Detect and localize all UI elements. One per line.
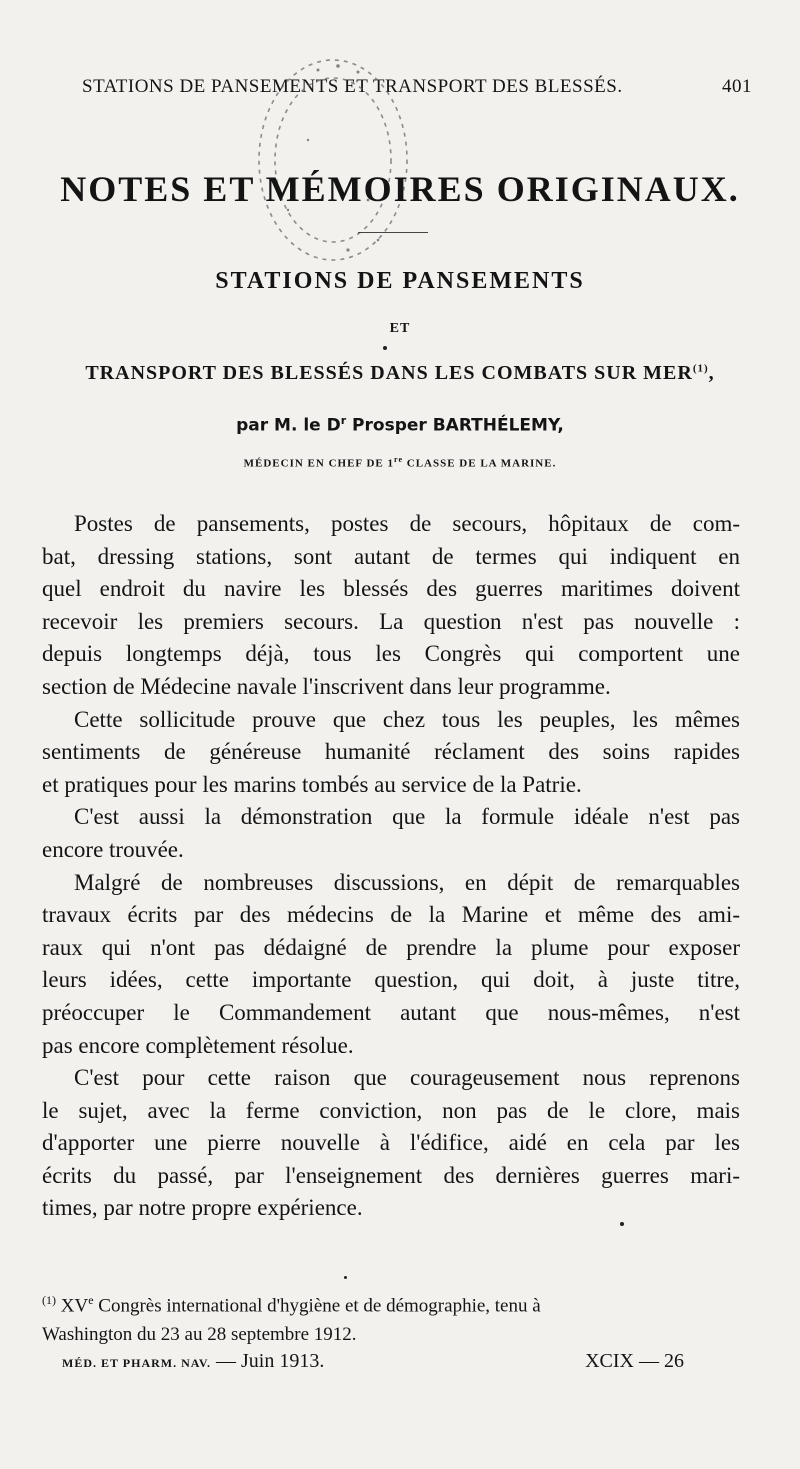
footnote-text: Congrès international d'hygiène et de démographie, tenu à	[93, 1295, 541, 1317]
article-title-line1: STATIONS DE PANSEMENTS	[215, 268, 585, 294]
title-rule	[358, 232, 428, 233]
body-line: sentiments de généreuse humanité réclament des soins rapides	[42, 739, 740, 765]
footnote	[42, 1286, 740, 1349]
body-line: section de Médecine navale l'inscrivent dans leur programme.	[42, 673, 611, 699]
body-line: Postes de pansements, postes de secours, hôpitaux de com-	[74, 511, 740, 536]
author-name: Prosper BARTHÉLEMY,	[346, 415, 564, 436]
footnote-ordinal: e	[88, 1293, 94, 1307]
affiliation	[0, 455, 800, 470]
body-line: encore trouvée.	[42, 836, 184, 862]
footnote-line2: Washington du 23 au 28 septembre 1912.	[42, 1324, 357, 1346]
body-line: Cette sollicitude prouve que chez tous les peuples, les mêmes	[74, 706, 740, 732]
byline-prefix: par M. le D	[236, 415, 341, 436]
body-line: raux qui n'ont pas dédaigné de prendre la plume pour exposer	[42, 934, 740, 960]
body-line: travaux écrits par des médecins de la Marine et même des ami-	[42, 902, 740, 928]
affiliation-superscript: re	[394, 455, 403, 464]
body-line: quel endroit du navire les blessés des guerres maritimes doivent	[42, 576, 740, 602]
body-line: le sujet, avec la ferme conviction, non pas de le clore, mais	[42, 1097, 740, 1123]
body-line: leurs idées, cette importante question, qui doit, à juste titre,	[42, 967, 740, 993]
journal-abbreviation: MÉD. ET PHARM. NAV.	[62, 1356, 212, 1370]
body-line: Malgré de nombreuses discussions, en dépit de remarquables	[74, 869, 740, 895]
body-line: écrits du passé, par l'enseignement des dernières guerres mari-	[42, 1162, 740, 1188]
footnote-reference: (1)	[692, 362, 709, 375]
issue-date: — Juin 1913.	[211, 1350, 325, 1372]
print-speck	[383, 346, 387, 350]
page-footer	[62, 1350, 684, 1373]
byline-superscript: r	[340, 414, 347, 427]
body-line: pas encore complètement résolue.	[42, 1032, 354, 1058]
article-title-text: TRANSPORT DES BLESSÉS DANS LES COMBATS SUR MER	[85, 362, 693, 384]
affiliation-prefix: MÉDECIN EN CHEF DE 1	[243, 457, 395, 470]
body-line: times, par notre propre expérience.	[42, 1195, 363, 1221]
footnote-text-pre: XV	[56, 1295, 89, 1317]
page-number: 401	[722, 76, 752, 97]
body-line: préoccuper le Commandement autant que nous-mêmes, n'est	[42, 999, 740, 1025]
body-line: d'apporter une pierre nouvelle à l'édifice, aidé en cela par les	[42, 1130, 740, 1156]
article-title-line3: TRANSPORT DES BLESSÉS DANS LES COMBATS SUR MER$^{(1)}$,	[85, 362, 715, 384]
body-line: et pratiques pour les marins tombés au service de la Patrie.	[42, 771, 582, 797]
body-line: C'est aussi la démonstration que la formule idéale n'est pas	[74, 804, 740, 830]
footnote-line1	[42, 1286, 740, 1320]
library-stamp	[248, 50, 418, 275]
print-speck	[620, 1222, 624, 1226]
running-head-title: STATIONS DE PANSEMENTS ET TRANSPORT DES BLESSÉS.	[82, 76, 623, 97]
affiliation-suffix: CLASSE DE LA MARINE.	[403, 457, 557, 470]
signature-mark: XCIX — 26	[585, 1350, 684, 1372]
body-line: bat, dressing stations, sont autant de termes qui indiquent en	[42, 543, 740, 569]
section-title: NOTES ET MÉMOIRES ORIGINAUX.	[60, 169, 740, 209]
article-title-line2: ET	[389, 321, 411, 336]
footnote-marker: (1)	[42, 1293, 56, 1307]
body-text	[42, 508, 740, 1225]
footer-imprint	[62, 1350, 324, 1373]
body-line: C'est pour cette raison que courageusement nous reprenons	[74, 1065, 740, 1091]
byline	[0, 414, 800, 436]
body-line: depuis longtemps déjà, tous les Congrès qui comportent une	[42, 641, 740, 667]
print-speck	[344, 1276, 347, 1279]
body-line: recevoir les premiers secours. La question n'est pas nouvelle :	[42, 608, 740, 634]
